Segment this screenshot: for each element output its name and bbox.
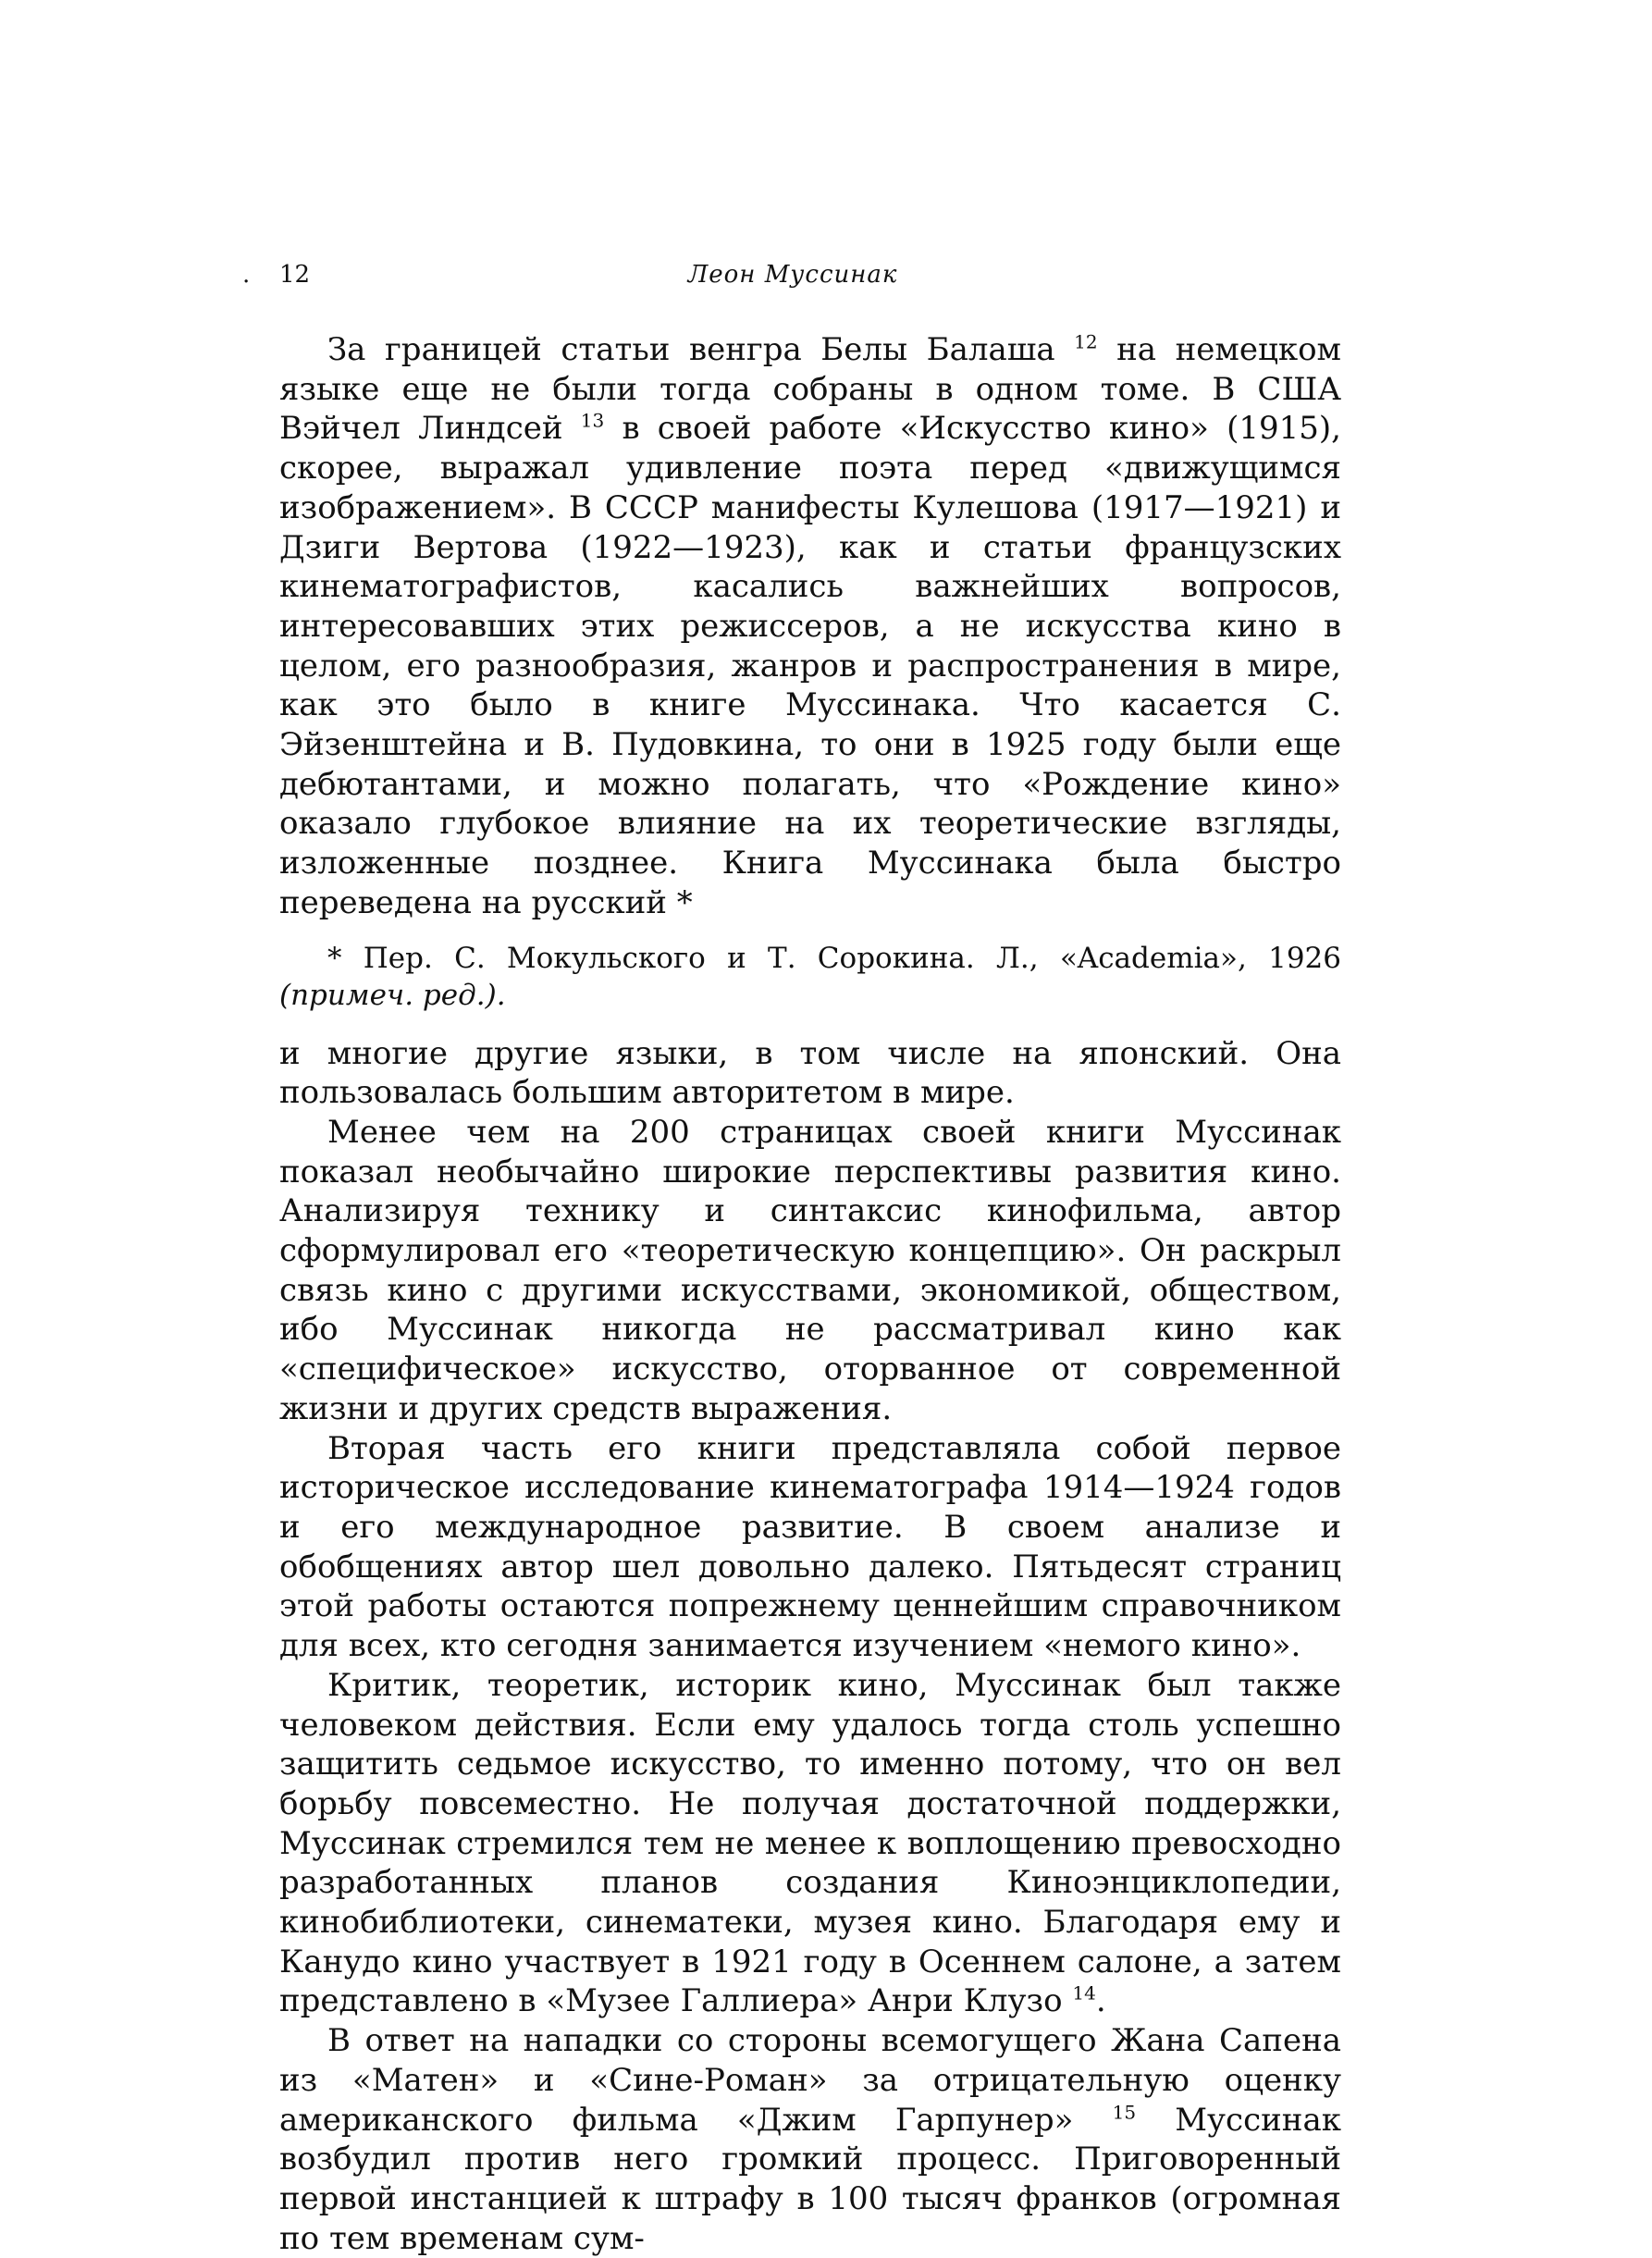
paragraph [279, 330, 1341, 923]
page-header [242, 261, 1343, 298]
footnote-text: * Пер. С. Мокульского и Т. Сорокина. Л., «Academia», 1926 [327, 941, 1341, 975]
paragraph [279, 1034, 1341, 1113]
paragraph-text: . [1095, 1982, 1106, 2020]
footnote-editor-note: (примеч. ред.). [279, 978, 506, 1012]
footnote-reference: 15 [1112, 2101, 1137, 2124]
paragraph [279, 1429, 1341, 1666]
paragraph-text: Вторая часть его книги представляла собой первое историческое исследование кинематографа 1914—1924 годов и его международное развитие. В своем анализе и обобщениях автор шел довольно далеко. Пятьдесят страниц этой работы остаются попрежнему ценнейшим справочником для всех, кто сегодня занимается изучением «немого кино». [279, 1429, 1341, 1665]
main-text [279, 330, 1341, 2258]
page-number: 12 [279, 261, 311, 289]
footnote [279, 940, 1341, 1014]
paragraph-text: В ответ на нападки со стороны всемогущего Жана Сапена из «Матен» и «Сине-Роман» за отрицательную оценку американского фильма «Джим Гарпунер» [279, 2022, 1341, 2139]
paragraph [279, 1666, 1341, 2021]
paragraph-text: в своей работе «Искусство кино» (1915), скорее, выражал удивление поэта перед «движущимся изображением». В СССР манифесты Кулешова (1917—1921) и Дзиги Вертова (1922—1923), как и статьи французских кинематографистов, касались важнейших вопросов, интересовавших этих режиссеров, а не искусства кино в целом, его разнообразия, жанров и распространения в мире, как это было в книге Муссинака. Что касается С. Эйзенштейна и В. Пудовкина, то они в 1925 году были еще дебютантами, и можно полагать, что «Рождение кино» оказало глубокое влияние на их теоретические взгляды, изложенные позднее. Книга Муссинака была быстро переведена на русский * [279, 410, 1341, 921]
paragraph [279, 1113, 1341, 1429]
paragraph-text: на немецком языке еще не были тогда собраны в одном томе. В США Вэйчел Линдсей [279, 331, 1341, 448]
footnote-reference: 13 [580, 410, 605, 433]
footnote-reference: 14 [1072, 1982, 1096, 2005]
paragraph-text: Муссинак возбудил против него громкий процесс. Приговоренный первой инстанцией к штрафу в 100 тысяч франков (огромная по тем временам сум- [279, 2101, 1341, 2257]
paragraph [279, 2021, 1341, 2258]
paragraph-text: и многие другие языки, в том числе на японский. Она пользовалась большим авторитетом в мире. [279, 1034, 1341, 1112]
footnote-reference: 12 [1074, 330, 1098, 353]
page-dot: . [242, 261, 251, 289]
paragraph-text: Критик, теоретик, историк кино, Муссинак был также человеком действия. Если ему удалось тогда столь успешно защитить седьмое искусство, то именно потому, что он вел борьбу повсеместно. Не получая достаточной поддержки, Муссинак стремился тем не менее к воплощению превосходно разработанных планов создания Киноэнциклопедии, кинобиблиотеки, синематеки, музея кино. Благодаря ему и Канудо кино участвует в 1921 году в Осеннем салоне, а затем представлено в «Музее Галлиера» Анри Клузо [279, 1666, 1341, 2020]
paragraphs-after-footnote [279, 1034, 1341, 2258]
paragraph-text: Менее чем на 200 страницах своей книги Муссинак показал необычайно широкие перспективы развития кино. Анализируя технику и синтаксис кинофильма, автор сформулировал его «теоретическую концепцию». Он раскрыл связь кино с другими искусствами, экономикой, обществом, ибо Муссинак никогда не рассматривал кино как «специфическое» искусство, оторванное от современной жизни и других средств выражения. [279, 1113, 1341, 1427]
paragraph-text: За границей статьи венгра Белы Балаша [327, 331, 1075, 368]
running-title: Леон Муссинак [687, 261, 898, 289]
paragraphs-before-footnote [279, 330, 1341, 923]
